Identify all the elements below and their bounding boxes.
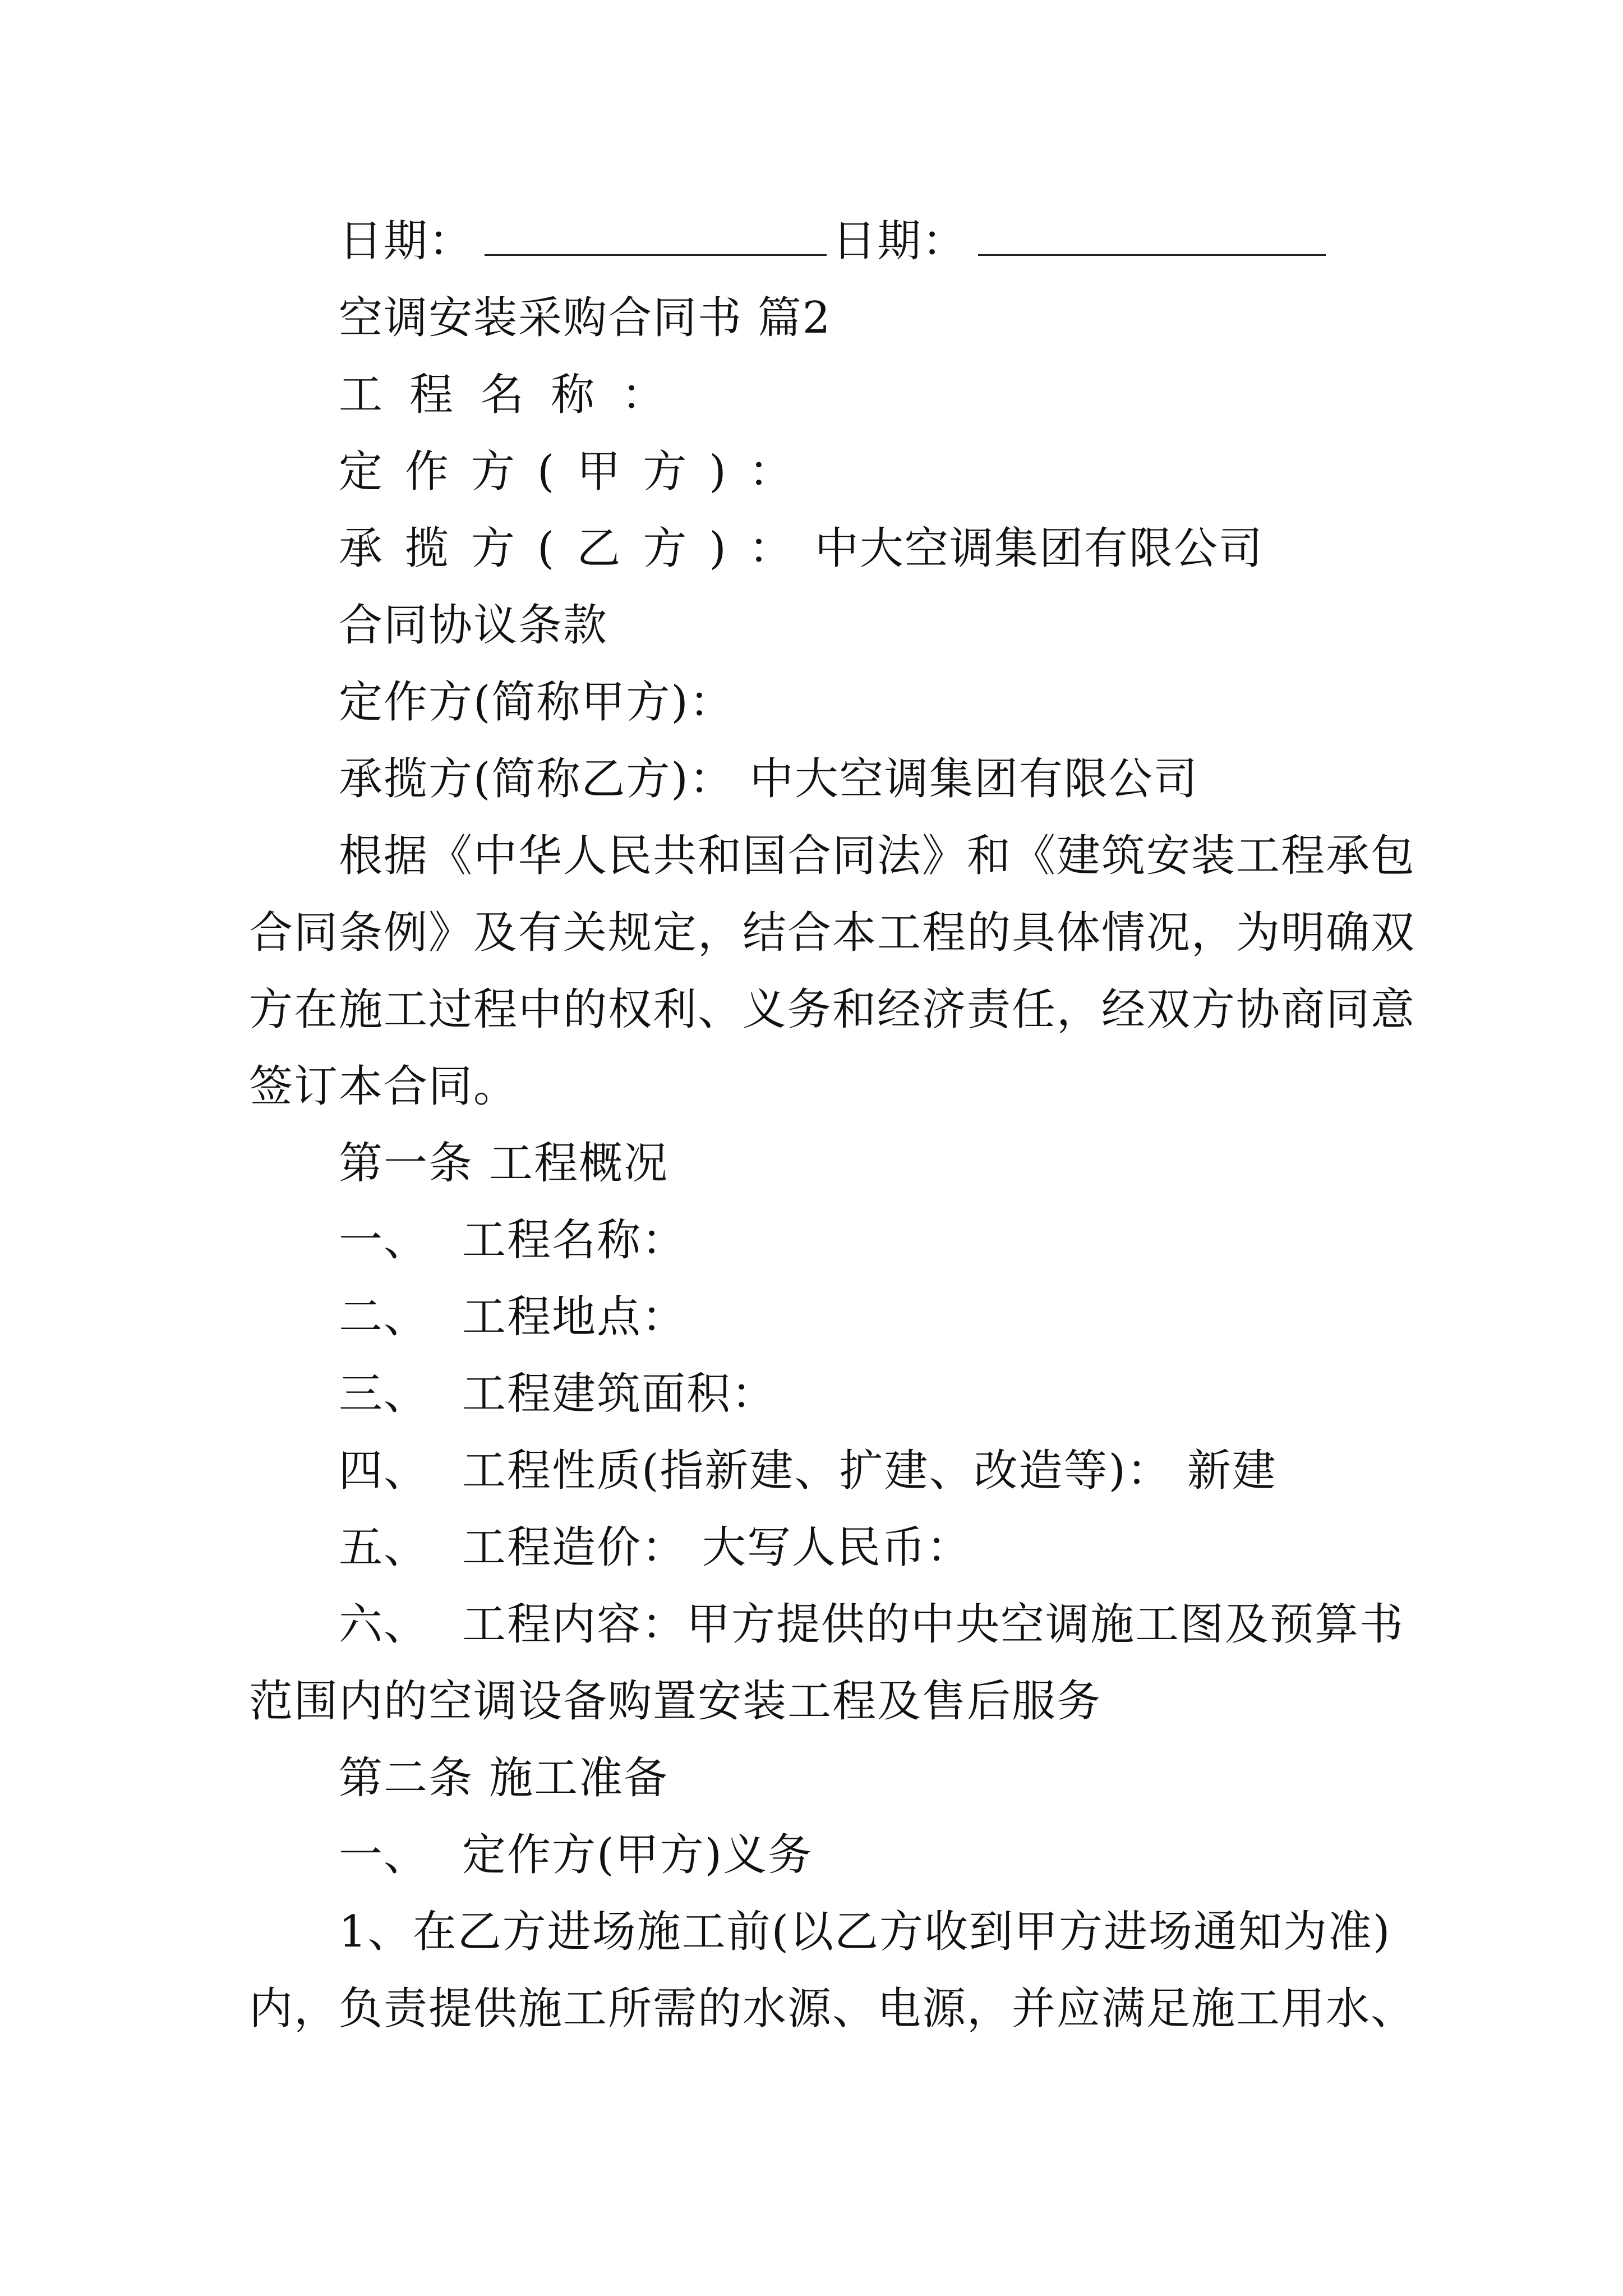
item-3: 三、 工程建筑面积：: [339, 1369, 777, 1419]
date-label-2: 日期：: [832, 216, 967, 266]
party-b-field: [339, 521, 1264, 577]
project-name-field: 工程名称：: [339, 370, 693, 420]
party-a-label: 定作方(甲方)：: [339, 447, 815, 497]
article-2-title: 第二条 施工准备: [339, 1753, 669, 1803]
item-1: 一、 工程名称：: [339, 1215, 687, 1266]
clause-1-line-1: 1、在乙方进场施工前(以乙方收到甲方进场通知为准): [339, 1907, 1391, 1957]
party-a-field: [339, 444, 815, 500]
article-1-title: 第一条 工程概况: [339, 1138, 669, 1189]
date-line: [339, 213, 1326, 269]
clause-1-line-2: 内，负责提供施工所需的水源、电源，并应满足施工用水、: [249, 1984, 1416, 2034]
paragraph-1-line-3: 方在施工过程中的权利、义务和经济责任，经双方协商同意: [249, 984, 1416, 1035]
date-blank-1: [485, 215, 827, 256]
paragraph-1-line-1: 根据《中华人民共和国合同法》和《建筑安装工程承包: [339, 831, 1416, 881]
party-b-short-value: 中大空调集团有限公司: [749, 754, 1198, 804]
paragraph-1-line-4: 签订本合同。: [249, 1061, 519, 1112]
item-6-line-1: 六、 工程内容：甲方提供的中央空调施工图及预算书: [339, 1599, 1405, 1650]
sub-item-1: 一、 定作方(甲方)义务: [339, 1830, 813, 1880]
party-b-short: [339, 751, 1198, 807]
date-label-1: 日期：: [339, 216, 474, 266]
document-heading: 空调安装采购合同书 篇2: [339, 293, 832, 343]
paragraph-1-line-2: 合同条例》及有关规定，结合本工程的具体情况，为明确双: [249, 908, 1416, 958]
item-6-line-2: 范围内的空调设备购置安装工程及售后服务: [249, 1676, 1102, 1727]
item-2: 二、 工程地点：: [339, 1292, 687, 1342]
party-a-short: 定作方(简称甲方)：: [339, 677, 734, 728]
terms-title: 合同协议条款: [339, 600, 608, 651]
party-b-value: 中大空调集团有限公司: [814, 523, 1264, 574]
item-5: 五、 工程造价： 大写人民币：: [339, 1522, 972, 1573]
party-b-short-label: 承揽方(简称乙方)：: [339, 754, 734, 804]
party-b-label: 承揽方(乙方)：: [339, 523, 815, 574]
date-blank-2: [978, 215, 1326, 256]
item-4: 四、 工程性质(指新建、扩建、改造等)： 新建: [339, 1446, 1277, 1496]
